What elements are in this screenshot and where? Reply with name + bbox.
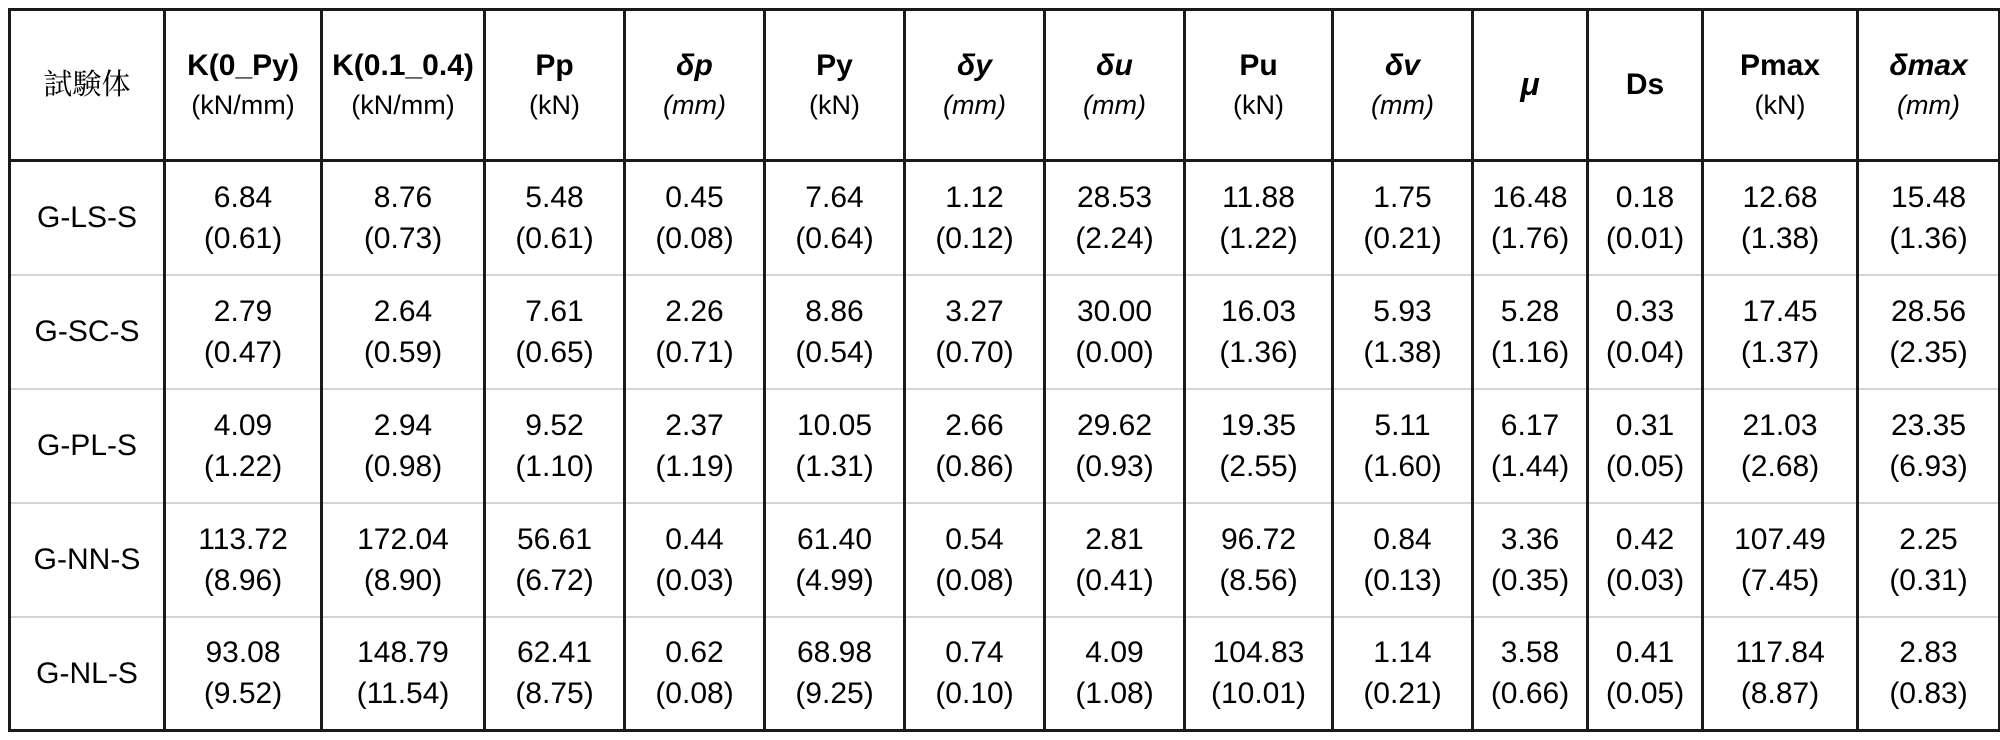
- table-cell: [322, 503, 485, 617]
- cell-mean: 1.75: [1373, 180, 1432, 214]
- table-cell: [1045, 275, 1185, 389]
- cell-sd: (8.56): [1219, 563, 1298, 597]
- table-row: [10, 617, 2000, 731]
- cell-sd: (0.47): [203, 335, 283, 369]
- table-row: [10, 161, 2000, 275]
- table-cell: [765, 161, 905, 275]
- column-header-pp: [485, 10, 625, 161]
- cell-sd: (0.70): [935, 335, 1014, 369]
- column-header-ds: [1588, 10, 1703, 161]
- table-cell: [1858, 161, 2000, 275]
- column-header-pu-label: Pu: [1239, 49, 1278, 83]
- column-header-k0py: [165, 10, 322, 161]
- table-cell: [1473, 389, 1588, 503]
- table-cell: [765, 389, 905, 503]
- cell-mean: 30.00: [1076, 294, 1153, 328]
- cell-sd: (0.41): [1075, 563, 1154, 597]
- cell-mean: 21.03: [1742, 408, 1818, 442]
- table-cell: [905, 275, 1045, 389]
- cell-mean: 0.44: [665, 522, 724, 556]
- cell-mean: 3.27: [945, 294, 1004, 328]
- row-specimen-label: G-NN-S: [10, 503, 165, 617]
- cell-sd: (4.99): [795, 563, 874, 597]
- cell-sd: (0.65): [515, 335, 594, 369]
- table-cell: [322, 617, 485, 731]
- cell-sd: (9.25): [795, 677, 874, 711]
- cell-sd: (0.86): [935, 449, 1014, 483]
- column-header-delta-u-label: δu: [1096, 49, 1133, 83]
- table-cell: [1045, 617, 1185, 731]
- table-cell: [485, 161, 625, 275]
- cell-sd: (0.83): [1889, 677, 1968, 711]
- column-header-k0104: [322, 10, 485, 161]
- cell-mean: 11.88: [1222, 180, 1295, 214]
- cell-sd: (0.73): [363, 221, 443, 255]
- cell-sd: (0.64): [795, 221, 874, 255]
- cell-mean: 0.18: [1615, 180, 1675, 214]
- cell-sd: (2.68): [1740, 449, 1820, 483]
- cell-mean: 28.56: [1890, 294, 1967, 328]
- cell-sd: (2.24): [1075, 221, 1154, 255]
- column-header-k0py-label: K(0_Py): [187, 49, 299, 83]
- cell-mean: 62.41: [516, 636, 593, 670]
- cell-sd: (2.35): [1889, 335, 1968, 369]
- cell-mean: 16.03: [1220, 294, 1297, 328]
- column-header-mu-label: μ: [1520, 66, 1540, 103]
- table-cell: [1333, 275, 1473, 389]
- cell-sd: (8.87): [1740, 677, 1820, 711]
- row-specimen-label: G-SC-S: [10, 275, 165, 389]
- cell-mean: 2.26: [665, 294, 724, 328]
- table-cell: [1703, 275, 1858, 389]
- cell-mean: 113.72: [198, 522, 288, 556]
- column-header-delta-v: [1333, 10, 1473, 161]
- cell-mean: 1.14: [1373, 636, 1432, 670]
- cell-mean: 148.79: [357, 636, 449, 670]
- table-cell: [1473, 503, 1588, 617]
- cell-sd: (0.00): [1075, 335, 1154, 369]
- column-header-delta-max: [1858, 10, 2000, 161]
- cell-sd: (1.22): [203, 449, 283, 483]
- cell-sd: (0.93): [1075, 449, 1154, 483]
- cell-mean: 5.48: [525, 180, 584, 214]
- table-cell: [1473, 275, 1588, 389]
- table-cell: [625, 617, 765, 731]
- column-header-k0104-unit: (kN/mm): [351, 89, 455, 120]
- results-table: [8, 8, 2000, 732]
- table-body: [10, 161, 2000, 731]
- table-cell: [322, 275, 485, 389]
- cell-mean: 7.64: [805, 180, 864, 214]
- cell-mean: 0.42: [1615, 522, 1675, 556]
- cell-sd: (1.08): [1075, 677, 1154, 711]
- table-cell: [1045, 389, 1185, 503]
- table-cell: [1473, 617, 1588, 731]
- table-cell: [765, 503, 905, 617]
- row-specimen-label: G-NL-S: [10, 617, 165, 731]
- table-cell: [1473, 161, 1588, 275]
- table-cell: [1045, 503, 1185, 617]
- cell-mean: 2.83: [1899, 636, 1958, 670]
- table-cell: [485, 503, 625, 617]
- table-cell: [1185, 275, 1333, 389]
- cell-sd: (0.08): [655, 677, 734, 711]
- cell-sd: (1.76): [1490, 221, 1570, 255]
- table-cell: [1333, 617, 1473, 731]
- table-cell: [625, 161, 765, 275]
- cell-mean: 3.36: [1500, 522, 1560, 556]
- column-header-delta-u: [1045, 10, 1185, 161]
- table-cell: [625, 389, 765, 503]
- cell-sd: (1.10): [515, 449, 594, 483]
- cell-mean: 0.74: [945, 636, 1004, 670]
- table-cell: [625, 503, 765, 617]
- cell-sd: (1.38): [1740, 221, 1820, 255]
- column-header-pu: [1185, 10, 1333, 161]
- cell-mean: 17.45: [1742, 294, 1818, 328]
- cell-sd: (1.38): [1363, 335, 1442, 369]
- cell-sd: (1.37): [1740, 335, 1820, 369]
- table-cell: [1185, 161, 1333, 275]
- column-header-k0py-unit: (kN/mm): [191, 89, 295, 120]
- cell-sd: (6.72): [515, 563, 594, 597]
- header-row: [10, 10, 2000, 161]
- table-cell: [1703, 161, 1858, 275]
- cell-sd: (0.08): [935, 563, 1014, 597]
- cell-mean: 9.52: [525, 408, 584, 442]
- cell-sd: (6.93): [1889, 449, 1968, 483]
- cell-sd: (0.01): [1605, 221, 1685, 255]
- table-cell: [765, 275, 905, 389]
- table-cell: [1333, 389, 1473, 503]
- table-cell: [1185, 617, 1333, 731]
- table-cell: [765, 617, 905, 731]
- table-cell: [322, 389, 485, 503]
- cell-sd: (0.61): [515, 221, 594, 255]
- cell-mean: 61.40: [796, 522, 873, 556]
- cell-sd: (2.55): [1219, 449, 1298, 483]
- cell-sd: (11.54): [356, 677, 450, 711]
- table-cell: [1858, 389, 2000, 503]
- cell-mean: 117.84: [1735, 636, 1825, 670]
- cell-sd: (1.36): [1889, 221, 1968, 255]
- column-header-ds-label: Ds: [1625, 68, 1665, 102]
- cell-mean: 0.31: [1615, 408, 1675, 442]
- cell-mean: 28.53: [1076, 180, 1153, 214]
- cell-mean: 23.35: [1890, 408, 1967, 442]
- column-header-specimen: [10, 10, 165, 161]
- table-cell: [1588, 389, 1703, 503]
- table-cell: [1703, 503, 1858, 617]
- cell-mean: 96.72: [1220, 522, 1297, 556]
- cell-mean: 0.54: [945, 522, 1004, 556]
- cell-mean: 56.61: [516, 522, 593, 556]
- cell-mean: 8.76: [373, 180, 433, 214]
- cell-sd: (0.12): [935, 221, 1014, 255]
- cell-sd: (1.31): [795, 449, 874, 483]
- cell-mean: 2.94: [373, 408, 433, 442]
- cell-sd: (1.22): [1219, 221, 1298, 255]
- column-header-delta-v-label: δv: [1385, 49, 1420, 83]
- cell-mean: 2.66: [945, 408, 1004, 442]
- cell-sd: (9.52): [203, 677, 283, 711]
- cell-sd: (8.75): [515, 677, 594, 711]
- cell-mean: 0.41: [1615, 636, 1675, 670]
- table-cell: [1185, 389, 1333, 503]
- table-cell: [625, 275, 765, 389]
- column-header-delta-max-label: δmax: [1889, 49, 1968, 83]
- table-cell: [1588, 617, 1703, 731]
- cell-sd: (1.44): [1490, 449, 1570, 483]
- column-header-pmax-unit: (kN): [1754, 89, 1806, 120]
- cell-sd: (1.19): [655, 449, 734, 483]
- cell-mean: 93.08: [205, 636, 281, 670]
- table-cell: [905, 503, 1045, 617]
- cell-sd: (0.05): [1605, 677, 1685, 711]
- table-cell: [1588, 275, 1703, 389]
- table-cell: [485, 275, 625, 389]
- table-cell: [165, 161, 322, 275]
- table-row: [10, 389, 2000, 503]
- cell-mean: 172.04: [357, 522, 449, 556]
- cell-mean: 2.64: [373, 294, 433, 328]
- row-specimen-label: G-PL-S: [10, 389, 165, 503]
- cell-mean: 0.45: [665, 180, 724, 214]
- table-cell: [905, 389, 1045, 503]
- column-header-delta-y: [905, 10, 1045, 161]
- cell-mean: 2.79: [213, 294, 273, 328]
- column-header-k0104-label: K(0.1_0.4): [332, 49, 474, 83]
- cell-sd: (0.54): [795, 335, 874, 369]
- table-cell: [1703, 389, 1858, 503]
- cell-sd: (10.01): [1210, 677, 1307, 711]
- table-cell: [1858, 503, 2000, 617]
- column-header-delta-y-label: δy: [957, 49, 992, 83]
- column-header-mu: [1473, 10, 1588, 161]
- cell-sd: (8.90): [363, 563, 443, 597]
- table-header: [10, 10, 2000, 161]
- table-cell: [485, 389, 625, 503]
- cell-sd: (1.16): [1490, 335, 1570, 369]
- cell-mean: 0.84: [1373, 522, 1432, 556]
- column-header-delta-p-label: δp: [676, 49, 713, 83]
- cell-sd: (8.96): [203, 563, 283, 597]
- cell-mean: 5.28: [1500, 294, 1560, 328]
- cell-sd: (0.66): [1490, 677, 1570, 711]
- cell-mean: 1.12: [945, 180, 1004, 214]
- table-row: [10, 503, 2000, 617]
- table-cell: [1703, 617, 1858, 731]
- cell-sd: (0.08): [655, 221, 734, 255]
- cell-mean: 2.37: [665, 408, 724, 442]
- cell-mean: 8.86: [805, 294, 864, 328]
- cell-sd: (1.60): [1363, 449, 1442, 483]
- column-header-pp-label: Pp: [535, 49, 574, 83]
- cell-mean: 16.48: [1492, 180, 1568, 214]
- cell-mean: 3.58: [1500, 636, 1560, 670]
- cell-sd: (7.45): [1740, 563, 1820, 597]
- cell-mean: 0.33: [1615, 294, 1675, 328]
- cell-mean: 19.35: [1220, 408, 1297, 442]
- table-cell: [905, 161, 1045, 275]
- cell-sd: (0.21): [1363, 677, 1442, 711]
- cell-mean: 2.81: [1085, 522, 1144, 556]
- column-header-py: [765, 10, 905, 161]
- column-header-delta-p-unit: (mm): [663, 89, 726, 120]
- column-header-py-label: Py: [816, 49, 853, 83]
- table-cell: [165, 617, 322, 731]
- cell-mean: 104.83: [1212, 636, 1305, 670]
- table-cell: [165, 275, 322, 389]
- table-cell: [1045, 161, 1185, 275]
- row-specimen-label: G-LS-S: [10, 161, 165, 275]
- column-header-specimen-label: 試験体: [43, 68, 131, 101]
- table-cell: [1858, 275, 2000, 389]
- cell-mean: 6.84: [213, 180, 273, 214]
- cell-mean: 0.62: [665, 636, 724, 670]
- cell-sd: (0.13): [1363, 563, 1442, 597]
- cell-mean: 6.17: [1500, 408, 1560, 442]
- table-cell: [905, 617, 1045, 731]
- cell-sd: (0.10): [935, 677, 1014, 711]
- cell-mean: 5.11: [1374, 408, 1431, 442]
- column-header-delta-v-unit: (mm): [1371, 89, 1434, 120]
- table-cell: [1588, 503, 1703, 617]
- cell-mean: 15.48: [1890, 180, 1967, 214]
- cell-sd: (0.03): [1605, 563, 1685, 597]
- column-header-delta-max-unit: (mm): [1897, 89, 1960, 120]
- table-cell: [165, 389, 322, 503]
- table-cell: [165, 503, 322, 617]
- column-header-delta-y-unit: (mm): [943, 89, 1006, 120]
- cell-mean: 4.09: [213, 408, 273, 442]
- cell-mean: 4.09: [1085, 636, 1144, 670]
- cell-sd: (1.36): [1219, 335, 1298, 369]
- column-header-py-unit: (kN): [809, 89, 860, 120]
- cell-sd: (0.98): [363, 449, 443, 483]
- cell-sd: (0.35): [1490, 563, 1570, 597]
- table-cell: [1333, 503, 1473, 617]
- table-cell: [322, 161, 485, 275]
- table-cell: [1858, 617, 2000, 731]
- cell-sd: (0.05): [1605, 449, 1685, 483]
- cell-mean: 5.93: [1373, 294, 1432, 328]
- cell-sd: (0.71): [655, 335, 734, 369]
- column-header-pu-unit: (kN): [1233, 89, 1284, 120]
- cell-sd: (0.31): [1889, 563, 1968, 597]
- table-cell: [1333, 161, 1473, 275]
- cell-mean: 2.25: [1899, 522, 1958, 556]
- cell-mean: 68.98: [796, 636, 873, 670]
- cell-sd: (0.61): [203, 221, 283, 255]
- column-header-delta-p: [625, 10, 765, 161]
- column-header-delta-u-unit: (mm): [1083, 89, 1146, 120]
- cell-mean: 29.62: [1076, 408, 1153, 442]
- cell-sd: (0.03): [655, 563, 734, 597]
- column-header-pmax-label: Pmax: [1739, 49, 1821, 83]
- column-header-pmax: [1703, 10, 1858, 161]
- table-cell: [1588, 161, 1703, 275]
- cell-sd: (0.59): [363, 335, 443, 369]
- cell-mean: 12.68: [1742, 180, 1818, 214]
- table-cell: [1185, 503, 1333, 617]
- column-header-pp-unit: (kN): [529, 89, 580, 120]
- cell-sd: (0.21): [1363, 221, 1442, 255]
- cell-mean: 7.61: [525, 294, 584, 328]
- table-row: [10, 275, 2000, 389]
- cell-mean: 107.49: [1734, 522, 1826, 556]
- cell-mean: 10.05: [796, 408, 873, 442]
- cell-sd: (0.04): [1605, 335, 1685, 369]
- table-cell: [485, 617, 625, 731]
